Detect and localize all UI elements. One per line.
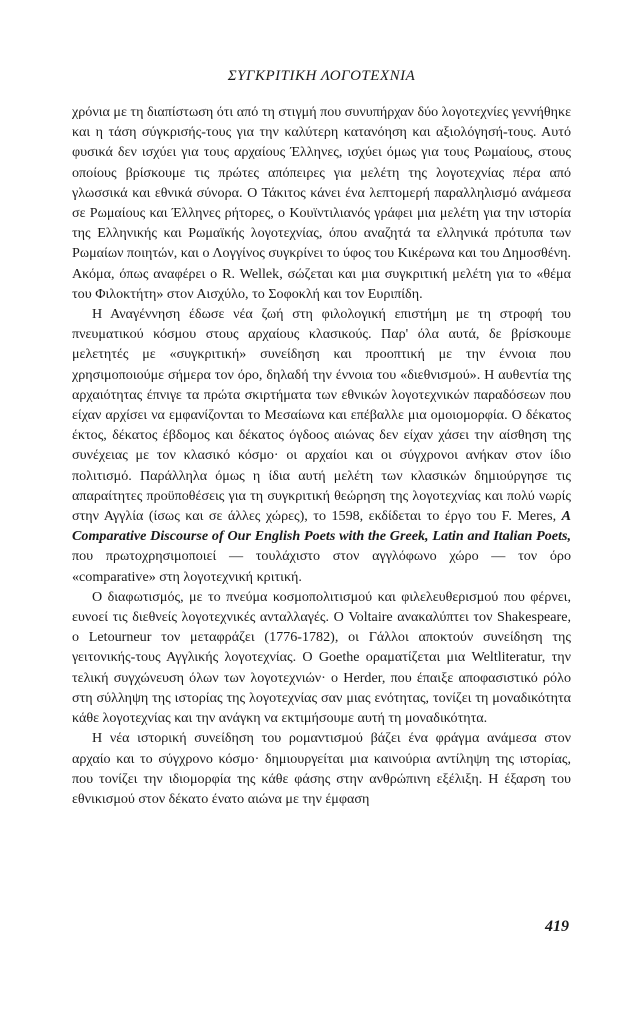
paragraph-2-text: Η Αναγέννηση έδωσε νέα ζωή στη φιλολογική επιστήμη με τη στροφή του πνευματικού κόσμου στους αρχαίους κλασικούς. Παρ' όλα αυτά, δε βρίσκουμε μελετητές με «συγκριτική» συνείδηση και προοπτική με την έννοια που χρησιμοποιούμε σήμερα τον όρο, δηλαδή την έννοια του «διεθνισμού». Η αυθεντία της αρχαιότητας έπνιγε τα πρώτα σκιρτήματα των εθνικών λογοτεχνικών παραδόσεων που είχαν αρχίσει να εμφανίζονται το Μεσαίωνα και επέβαλλε μια ομοιομορφία. Ο δέκατος έκτος, δέκατος έβδομος και δέκατος όγδοος αιώνας δεν είχαν χάσει την αίσθηση της συνέχειας με τον κλασικό κόσμο· οι αρχαίοι και οι σύγχρονοι ανήκαν στον ίδιο πολιτισμό. Παράλληλα όμως η ίδια αυτή μελέτη των κλασικών δημιούργησε τις απαραίτητες προϋποθέσεις για τη συγκριτική θεώρηση της λογοτεχνίας και πολύ νωρίς στην Αγγλία (ίσως και σε άλλες χώρες), το 1598, εκδίδεται το έργο του F. Meres, xyxy=(72,306,571,525)
page-number: 419 xyxy=(545,918,569,935)
main-text xyxy=(72,102,571,809)
running-header: ΣΥΓΚΡΙΤΙΚΗ ΛΟΓΟΤΕΧΝΙΑ xyxy=(227,68,416,84)
paragraph-4: Η νέα ιστορική συνείδηση του ρομαντισμού βάζει ένα φράγμα ανάμεσα στον αρχαίο και το σύγχρονο κόσμο· δημιουργείται μια καινούρια αντίληψη της ιστορίας, που τονίζει την ιδιομορφία της κάθε φάσης στην ανθρώπινη εξέλιξη. Η έξαρση του εθνικισμού στον δέκατο ένατο αιώνα με την έμφαση xyxy=(72,730,571,807)
paragraph-2 xyxy=(72,304,571,587)
paragraph-2-text-end: που πρωτοχρησιμοποιεί — τουλάχιστο στον αγγλόφωνο χώρο — τον όρο «comparative» στη λογοτεχνική κριτική. xyxy=(72,548,571,585)
paragraph-3: Ο διαφωτισμός, με το πνεύμα κοσμοπολιτισμού και φιλελευθερισμού που φέρνει, ευνοεί τις διεθνείς λογοτεχνικές ανταλλαγές. Ο Voltaire ανακαλύπτει τον Shakespeare, ο Letourneur τον μεταφράζει (1776-1782), οι Γάλλοι αποκτούν συνείδηση της γειτονικής-τους Αγγλικής λογοτεχνίας. Ο Goethe οραματίζεται μια Weltliteratur, την τελική συγχώνευση όλων των λογοτεχνιών· ο Herder, που έπαιξε αποφασιστικό ρόλο στη σύλληψη της ιστορίας της λογοτεχνίας σαν μιας ενότητας, τονίζει τη μοναδικότητα κάθε λογοτεχνίας και την ανάγκη να εκτιμήσουμε αυτή τη μοναδικότητα. xyxy=(72,588,571,727)
book-title: A Comparative Discourse of Our English Poets with the Greek, Latin and Italian Poets, xyxy=(72,508,571,545)
paragraph-1: χρόνια με τη διαπίστωση ότι από τη στιγμή που συνυπήρχαν δύο λογοτεχνίες γεννήθηκε και η τάση σύγκρισής-τους για την καλύτερη κατανόηση και αξιολόγησή-τους. Αυτό φυσικά δεν ισχύει για τους αρχαίους Έλληνες, ισχύει όμως για τους Ρωμαίους, στους οποίους βρίσκουμε τις πρώτες απόπειρες για μελέτη της λογοτεχνίας πέρα από γλωσσικά και εθνικά σύνορα. Ο Τάκιτος κάνει ένα λεπτομερή παραλληλισμό ανάμεσα σε Ρωμαίους και Έλληνες ρήτορες, ο Κουϊντιλιανός γράφει μια μελέτη για την ιστορία της Ελληνικής και Ρωμαϊκής λογοτεχνίας, όπου αναζητά τα ελληνικά πρότυπα των Ρωμαίων ποιητών, και ο Λογγίνος συγκρίνει το ύφος του Κικέρωνα και του Δημοσθένη. Ακόμα, όπως αναφέρει ο R. Wellek, σώζεται και μια συγκριτική μελέτη για το «θέμα του Φιλοκτήτη» στον Αισχύλο, το Σοφοκλή και τον Ευριπίδη. xyxy=(72,104,571,302)
